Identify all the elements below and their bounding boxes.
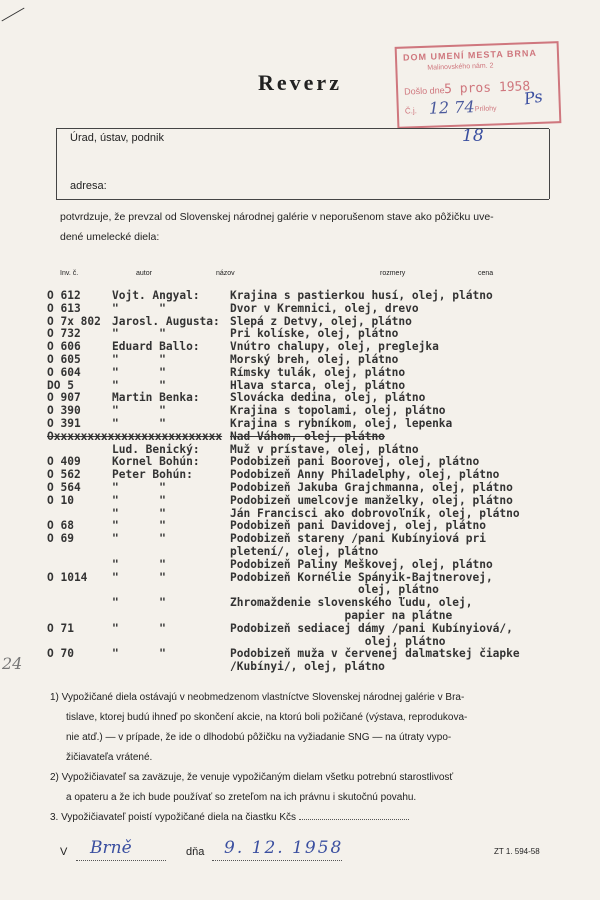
artwork-row xyxy=(47,519,587,532)
artwork-title: pletení/, olej, plátno xyxy=(230,544,379,558)
artwork-author: " " xyxy=(112,404,166,418)
artwork-title: Podobizeň Paliny Meškovej, olej, plátno xyxy=(230,557,493,571)
stamp-date: 5 pros 1958 xyxy=(443,79,531,98)
inventory-number: O 390 xyxy=(47,404,81,418)
form-code: ZT 1. 594-58 xyxy=(494,847,540,856)
note-3: 3. Vypožičiavateľ poistí vypožičané diela na čiastku Kčs xyxy=(50,808,409,828)
artwork-author: Kornel Bohún: xyxy=(112,455,200,469)
artwork-title: Vnútro chalupy, olej, preglejka xyxy=(230,340,439,354)
artwork-row xyxy=(47,379,587,392)
margin-mark: 24 xyxy=(2,654,23,673)
artwork-title: Podobizeň stareny /pani Kubínyiová pri xyxy=(230,532,486,546)
col-inv: Inv. č. xyxy=(60,270,79,277)
artwork-title: Slovácka dedina, olej, plátno xyxy=(230,391,426,405)
artwork-author: " " xyxy=(112,365,166,379)
artwork-title: Krajina s topolami, olej, plátno xyxy=(230,404,446,418)
stamp-attachments-label: Prílohy xyxy=(474,105,497,114)
artwork-author: " " xyxy=(112,570,166,584)
inventory-number: O 409 xyxy=(47,455,81,469)
inventory-number: O 907 xyxy=(47,391,81,405)
artwork-author: " " xyxy=(112,596,166,610)
artwork-title: Morský breh, olej, plátno xyxy=(230,352,399,366)
artwork-row xyxy=(47,494,587,507)
artwork-row xyxy=(47,609,587,622)
artwork-title: Podobizeň sediacej dámy /pani Kubínyiová/, xyxy=(230,621,513,635)
artwork-row xyxy=(47,507,587,520)
artwork-row xyxy=(47,583,587,596)
document-title: Reverz xyxy=(258,70,342,95)
artwork-title: papier na plátne xyxy=(230,608,453,622)
artwork-author: " " xyxy=(112,621,166,635)
artwork-author: Martin Benka: xyxy=(112,391,200,405)
inventory-number: O 7x 802 xyxy=(47,314,101,328)
inventory-number: O 562 xyxy=(47,468,81,482)
artwork-author: Peter Bohún: xyxy=(112,468,193,482)
artwork-row xyxy=(47,532,587,545)
artwork-title: Krajina s pastierkou husí, olej, plátno xyxy=(230,289,493,302)
artwork-author: " " xyxy=(112,378,166,392)
stamp-institution: DOM UMENÍ MESTA BRNA xyxy=(402,47,538,63)
office-label: Úrad, ústav, podnik xyxy=(70,132,164,144)
artwork-row xyxy=(47,289,587,302)
page-mark: 18 xyxy=(462,126,484,146)
artwork-row xyxy=(47,622,587,635)
artwork-title: Podobizeň muža v červenej dalmatskej čiapke xyxy=(230,647,520,661)
artwork-author: " " xyxy=(112,506,166,520)
place-prefix: V xyxy=(60,846,68,858)
artwork-title: Slepá z Detvy, olej, plátno xyxy=(230,314,412,328)
col-title: názov xyxy=(216,270,235,277)
artwork-title: Ján Francisci ako dobrovoľník, olej, plátno xyxy=(230,506,520,520)
artwork-author: " " xyxy=(112,416,166,430)
inventory-number: O 1014 xyxy=(47,570,88,584)
artwork-author: Jarosl. Augusta: xyxy=(112,314,220,328)
address-label: adresa: xyxy=(70,180,107,192)
note-1-line-4: žičiavateľa vrátené. xyxy=(66,752,153,763)
inventory-number: O 391 xyxy=(47,416,81,430)
note-2-line-1: 2) Vypožičiavateľ sa zaväzuje, že venuje vypožičaným dielam všetku potrebnú starostlivosť xyxy=(50,772,454,783)
inventory-number: O 564 xyxy=(47,480,81,494)
artwork-title: Pri kolíske, olej, plátno xyxy=(230,327,399,341)
note-1-line-3: nie atď.) — v prípade, že ide o dlhodobú pôžičku na vyžiadanie SNG — na útraty vypo- xyxy=(66,732,452,743)
artwork-author: " " xyxy=(112,301,166,315)
artwork-row xyxy=(47,404,587,417)
artwork-row xyxy=(47,635,587,648)
artwork-title: Muž v prístave, olej, plátno xyxy=(230,442,419,456)
stamp-ref-label: Č.j. xyxy=(404,106,418,116)
artwork-title: olej, plátno xyxy=(230,634,446,648)
artwork-row xyxy=(47,571,587,584)
inventory-number: O 69 xyxy=(47,532,74,546)
artwork-title: Podobizeň umelcovje manželky, olej, plátno xyxy=(230,493,513,507)
artwork-row xyxy=(47,315,587,328)
artwork-author: " " xyxy=(112,352,166,366)
stamp-initials: Ps xyxy=(522,86,545,109)
artwork-title: Krajina s rybníkom, olej, lepenka xyxy=(230,416,453,430)
col-dims: rozmery xyxy=(380,270,406,277)
artwork-author: " " xyxy=(112,647,166,661)
handwritten-date: 9. 12. 1958 xyxy=(224,838,344,858)
artwork-row xyxy=(47,558,587,571)
artwork-row xyxy=(47,366,587,379)
artwork-title: Podobizeň pani Davidovej, olej, plátno xyxy=(230,519,486,533)
artwork-row xyxy=(47,660,587,673)
note-1-line-2: tislave, ktorej budú ihneď po skončení akcie, na ktorú boli požičané (výstava, reprodukova- xyxy=(66,712,468,723)
artwork-author: Vojt. Angyal: xyxy=(112,289,200,302)
artwork-row xyxy=(47,340,587,353)
intro-line-2: dené umelecké diela: xyxy=(60,231,160,243)
artwork-author: Eduard Ballo: xyxy=(112,340,200,354)
artwork-row xyxy=(47,302,587,315)
corner-mark xyxy=(1,8,24,22)
note-2-line-2: a opateru a že ich bude používať so zreteľom na ich právnu i skutočnú povahu. xyxy=(66,792,417,803)
artwork-row xyxy=(47,468,587,481)
artwork-title: /Kubínyi/, olej, plátno xyxy=(230,660,385,674)
received-stamp xyxy=(395,41,562,129)
note-1-line-1: 1) Vypožičané diela ostávajú v neobmedzenom vlastníctve Slovenskej národnej galérie v Bra- xyxy=(50,692,465,703)
artwork-title: olej, plátno xyxy=(230,583,439,597)
date-prefix: dňa xyxy=(186,846,205,858)
inventory-number: O 732 xyxy=(47,327,81,341)
artwork-row xyxy=(47,327,587,340)
artwork-title: Rímsky tulák, olej, plátno xyxy=(230,365,406,379)
artwork-author: " " xyxy=(112,493,166,507)
inventory-number: O 613 xyxy=(47,301,81,315)
artwork-author: Lud. Benický: xyxy=(112,442,200,456)
inventory-number: O 606 xyxy=(47,340,81,354)
artwork-row xyxy=(47,417,587,430)
artwork-row xyxy=(47,391,587,404)
inventory-number: DO 5 xyxy=(47,378,74,392)
artwork-title: Podobizeň pani Boorovej, olej, plátno xyxy=(230,455,480,469)
inventory-number: O 68 xyxy=(47,519,74,533)
artwork-row xyxy=(47,596,587,609)
artwork-author: " " xyxy=(112,557,166,571)
artwork-row xyxy=(47,481,587,494)
artwork-row xyxy=(47,545,587,558)
artwork-author: " " xyxy=(112,519,166,533)
artwork-title: Podobizeň Kornélie Spányik-Bajtnerovej, xyxy=(230,570,493,584)
inventory-number: Oxxxxxxxxxxxxxxxxxxxxxxxxx xyxy=(47,429,223,443)
artwork-author: " " xyxy=(112,532,166,546)
artwork-title: Nad Váhom, olej, plátno xyxy=(230,429,385,443)
artwork-row xyxy=(47,647,587,660)
inventory-number: O 605 xyxy=(47,352,81,366)
artwork-row xyxy=(47,443,587,456)
artwork-row xyxy=(47,455,587,468)
inventory-number: O 604 xyxy=(47,365,81,379)
stamp-date-label: Došlo dne xyxy=(404,85,445,97)
artwork-author: " " xyxy=(112,327,166,341)
artwork-list xyxy=(47,289,587,673)
handwritten-place: Brně xyxy=(90,838,132,858)
artwork-title: Dvor v Kremnici, olej, drevo xyxy=(230,301,419,315)
stamp-address: Malinovského nám. 2 xyxy=(427,62,494,72)
intro-line-1: potvrdzuje, že prevzal od Slovenskej národnej galérie v neporušenom stave ako pôžičku uve- xyxy=(60,211,494,223)
artwork-author: " " xyxy=(112,480,166,494)
artwork-title: Podobizeň Jakuba Grajchmanna, olej, plátno xyxy=(230,480,513,494)
inventory-number: O 71 xyxy=(47,621,74,635)
inventory-number: O 70 xyxy=(47,647,74,661)
col-price: cena xyxy=(478,270,494,277)
artwork-title: Zhromaždenie slovenského ľudu, olej, xyxy=(230,596,473,610)
artwork-row xyxy=(47,353,587,366)
artwork-title: Podobizeň Anny Philadelphy, olej, plátno xyxy=(230,468,500,482)
stamp-ref-number: 12 74 xyxy=(428,97,475,118)
col-author: autor xyxy=(136,270,152,277)
artwork-title: Hlava starca, olej, plátno xyxy=(230,378,406,392)
inventory-number: O 10 xyxy=(47,493,74,507)
inventory-number: O 612 xyxy=(47,289,81,302)
artwork-row xyxy=(47,430,587,443)
